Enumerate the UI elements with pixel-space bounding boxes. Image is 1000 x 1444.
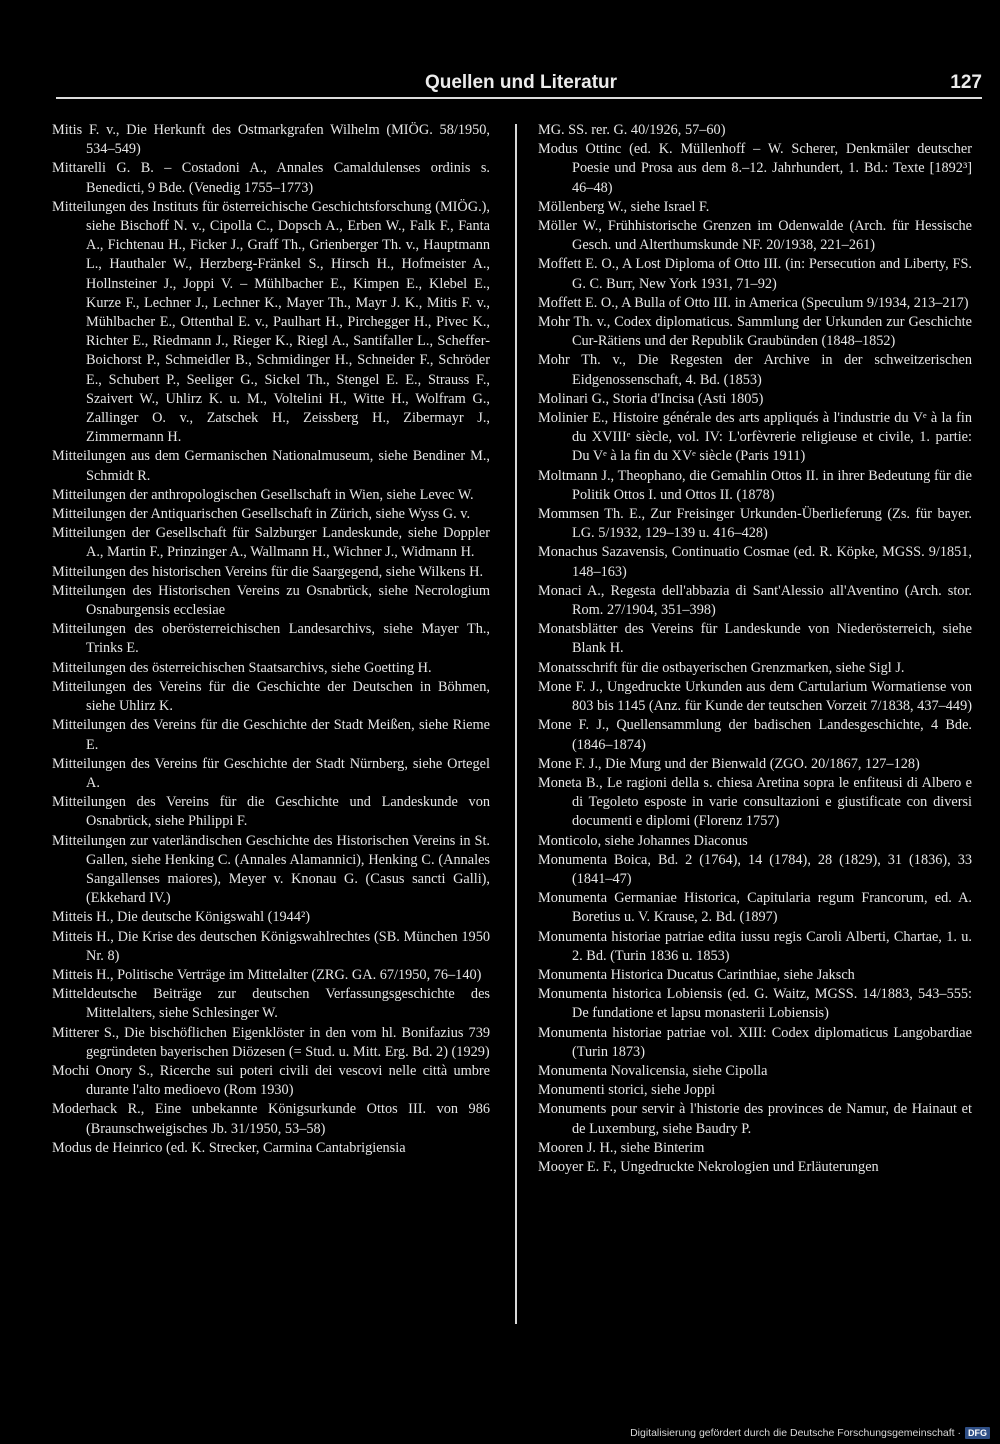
bibliography-entry: Mitteilungen des österreichischen Staatsarchivs, siehe Goetting H. [52, 659, 432, 676]
bibliography-entry: Mone F. J., Ungedruckte Urkunden aus dem Cartularium Wormatiense von 803 bis 1145 (Anz. für Kunde der teutschen Vorzeit 7/1838, 437–449) [538, 678, 972, 715]
bibliography-entry: Mochi Onory S., Ricerche sui poteri civili dei vescovi nelle città umbre durante l'alto medioevo (Rom 1930) [52, 1062, 490, 1099]
bibliography-entry: Monumenta Boica, Bd. 2 (1764), 14 (1784), 28 (1829), 31 (1836), 33 (1841–47) [538, 851, 972, 887]
left-column [52, 121, 490, 1158]
bibliography-entry: Monumenta historiae patriae edita iussu regis Caroli Alberti, Chartae, 1. u. 2. Bd. (Turin 1836 u. 1853) [538, 928, 972, 964]
column-divider [515, 124, 517, 1324]
bibliography-entry: Monumenta Novalicensia, siehe Cipolla [538, 1062, 768, 1079]
bibliography-entry: Mitteilungen des oberösterreichischen Landesarchivs, siehe Mayer Th., Trinks E. [52, 621, 490, 657]
bibliography-entry: Mitteilungen des Vereins für die Geschichte der Stadt Meißen, siehe Rieme E. [52, 717, 490, 753]
bibliography-entry: Monatsschrift für die ostbayerischen Grenzmarken, siehe Sigl J. [538, 659, 905, 676]
footer-credit: Digitalisierung gefördert durch die Deutsche Forschungsgemeinschaft · [630, 1427, 961, 1439]
header-rule [56, 97, 982, 99]
dfg-logo: DFG [965, 1427, 990, 1439]
bibliography-entry: Monumenta Historica Ducatus Carinthiae, siehe Jaksch [538, 966, 855, 983]
bibliography-entry: Monumenta historiae patriae vol. XIII: Codex diplomaticus Langobardiae (Turin 1873) [538, 1024, 972, 1060]
bibliography-entry: Monatsblätter des Vereins für Landeskunde von Niederösterreich, siehe Blank H. [538, 621, 972, 657]
bibliography-entry: Mitteilungen der anthropologischen Gesellschaft in Wien, siehe Levec W. [52, 486, 474, 503]
bibliography-entry: Mitteilungen des Instituts für österreichische Geschichtsforschung (MIÖG.), siehe Bischoff N. v., Cipolla C., Dopsch A., Erben W., Falk F., Fanta A., Fichtenau H., Ficker J., Graff Th., Grienberger Th. v., Hauptmann L., Hauthaler W., Herzberg-Fränkel S., Hirsch H., Hofmeister A., Hollnsteiner J., Joppi V. – Mühlbacher E., Kimpen E., Klebel E., Kurze F., Lechner J., Lechner K., Mayer Th., Mayr J. K., Mitis F. v., Mühlbacher E., Ottenthal E. v., Paulhart H., Pirchegger H., Pivec K., Richter E., Riedmann J., Rieger K., Riegl A., Santifaller L., Scheffer-Boichorst P., Schmeidler B., Schmidinger H., Schneider F., Schröder E., Schubert P., Seeliger G., Sickel Th., Stengel E. E., Strauss F., Szaivert W., Uhlirz K. u. M., Voltelini H., Witte H., Wolfram G., Zallinger O. v., Zatschek H., Zeissberg H., Zibermayr J., Zimmermann H. [52, 198, 490, 446]
bibliography-entry: Mohr Th. v., Codex diplomaticus. Sammlung der Urkunden zur Geschichte Cur-Rätiens und der Republik Graubünden (1848–1852) [538, 314, 972, 350]
bibliography-entry: Moffett E. O., A Bulla of Otto III. in America (Speculum 9/1934, 213–217) [538, 294, 969, 311]
bibliography-entry: Molinari G., Storia d'Incisa (Asti 1805) [538, 390, 764, 407]
bibliography-entry: Mitteldeutsche Beiträge zur deutschen Verfassungsgeschichte des Mittelalters, siehe Schlesinger W. [52, 986, 490, 1022]
bibliography-entry: Mitteis H., Die Krise des deutschen Königswahlrechtes (SB. München 1950 Nr. 8) [52, 928, 490, 964]
bibliography-entry: Mone F. J., Die Murg und der Bienwald (ZGO. 20/1867, 127–128) [538, 755, 920, 772]
right-column [538, 121, 972, 1177]
bibliography-entry: Mohr Th. v., Die Regesten der Archive in der schweitzerischen Eidgenossenschaft, 4. Bd. (1853) [538, 352, 972, 388]
bibliography-entry: Mooren J. H., siehe Binterim [538, 1139, 705, 1156]
bibliography-entry: Monumenti storici, siehe Joppi [538, 1082, 716, 1099]
bibliography-entry: Mitteilungen zur vaterländischen Geschichte des Historischen Vereins in St. Gallen, siehe Henking C. (Annales Alamannici), Henking C. (Annales Sangallenses maiores), Meyer v. Knonau G. (Casus sancti Galli), (Ekkehard IV.) [52, 832, 490, 907]
bibliography-entry: Mitis F. v., Die Herkunft des Ostmarkgrafen Wilhelm (MIÖG. 58/1950, 534–549) [52, 122, 490, 158]
bibliography-entry: Mitteis H., Politische Verträge im Mittelalter (ZRG. GA. 67/1950, 76–140) [52, 966, 482, 983]
bibliography-entry: Monticolo, siehe Johannes Diaconus [538, 832, 748, 849]
bibliography-entry: Möller W., Frühhistorische Grenzen im Odenwalde (Arch. für Hessische Gesch. und Alterthumskunde NF. 20/1938, 221–261) [538, 218, 972, 254]
bibliography-entry: Monuments pour servir à l'historie des provinces de Namur, de Hainaut et de Luxemburg, siehe Baudry P. [538, 1101, 972, 1137]
bibliography-entry: Modus Ottinc (ed. K. Müllenhoff – W. Scherer, Denkmäler deutscher Poesie und Prosa aus dem 8.–12. Jahrhundert, 1. Bd.: Texte [1892³] 46–48) [538, 141, 972, 196]
bibliography-entry: Mitteilungen aus dem Germanischen Nationalmuseum, siehe Bendiner M., Schmidt R. [52, 448, 490, 484]
bibliography-entry: Monachus Sazavensis, Continuatio Cosmae (ed. R. Köpke, MGSS. 9/1851, 148–163) [538, 544, 972, 580]
bibliography-entry: Möllenberg W., siehe Israel F. [538, 198, 710, 215]
bibliography-entry: Monumenta historica Lobiensis (ed. G. Waitz, MGSS. 14/1883, 543–555: De fundatione et lapsu monasterii Lobiensis) [538, 986, 972, 1022]
bibliography-entry: Molinier E., Histoire générale des arts appliqués à l'industrie du Vᵉ à la fin du XVIIIᵉ siècle, vol. IV: L'orfèvrerie religieuse et civile, 1. partie: Du Vᵉ à la fin du XVᵉ siècle (Paris 1911) [538, 410, 972, 465]
bibliography-entry: Mooyer E. F., Ungedruckte Nekrologien und Erläuterungen [538, 1158, 879, 1175]
bibliography-entry: Mitterer S., Die bischöflichen Eigenklöster in den vom hl. Bonifazius 739 gegründeten bayerischen Diözesen (= Stud. u. Mitt. Erg. Bd. 2) (1929) [52, 1024, 490, 1060]
bibliography-entry: Mommsen Th. E., Zur Freisinger Urkunden-Überlieferung (Zs. für bayer. LG. 5/1932, 129–139 u. 416–428) [538, 506, 972, 542]
bibliography-entry: Moltmann J., Theophano, die Gemahlin Ottos II. in ihrer Bedeutung für die Politik Ottos I. und Ottos II. (1878) [538, 467, 972, 503]
page-title: Quellen und Literatur [424, 72, 618, 93]
bibliography-entry: Moffett E. O., A Lost Diploma of Otto III. (in: Persecution and Liberty, FS. G. C. Burr, New York 1931, 71–92) [538, 256, 972, 292]
running-header [56, 70, 986, 96]
bibliography-entry: Moneta B., Le ragioni della s. chiesa Aretina sopra le enfiteusi di Albero e di Tegoleto esposte in varie consultazioni e giustificate con diversi documenti e diplomi (Florenz 1757) [538, 774, 972, 830]
bibliography-entry: Monumenta Germaniae Historica, Capitularia regum Francorum, ed. A. Boretius u. V. Krause, 2. Bd. (1897) [538, 890, 972, 926]
bibliography-entry: Mitteilungen des historischen Vereins für die Saargegend, siehe Wilkens H. [52, 563, 484, 580]
bibliography-entry: Mitteilungen des Historischen Vereins zu Osnabrück, siehe Necrologium Osnaburgensis ecclesiae [52, 582, 490, 619]
page-number: 127 [950, 72, 982, 93]
bibliography-entry: Monaci A., Regesta dell'abbazia di Sant'Alessio all'Aventino (Arch. stor. Rom. 27/1904, 351–398) [538, 582, 972, 619]
bibliography-entry: Mittarelli G. B. – Costadoni A., Annales Camaldulenses ordinis s. Benedicti, 9 Bde. (Venedig 1755–1773) [52, 160, 490, 196]
bibliography-entry: Modus de Heinrico (ed. K. Strecker, Carmina Cantabrigiensia [52, 1139, 406, 1156]
bibliography-entry: Moderhack R., Eine unbekannte Königsurkunde Ottos III. von 986 (Braunschweigisches Jb. 31/1950, 53–58) [52, 1101, 490, 1137]
bibliography-entry: Mitteilungen der Gesellschaft für Salzburger Landeskunde, siehe Doppler A., Martin F., Prinzinger A., Wallmann H., Wichner J., Widmann H. [52, 525, 490, 561]
bibliography-entry: Mitteilungen des Vereins für Geschichte der Stadt Nürnberg, siehe Ortegel A. [52, 755, 490, 791]
bibliography-entry: Mitteis H., Die deutsche Königswahl (1944²) [52, 909, 311, 926]
bibliography-entry: Mitteilungen des Vereins für die Geschichte der Deutschen in Böhmen, siehe Uhlirz K. [52, 678, 490, 715]
bibliography-entry: Mone F. J., Quellensammlung der badischen Landesgeschichte, 4 Bde. (1846–1874) [538, 717, 972, 753]
bibliography-entry: Mitteilungen des Vereins für die Geschichte und Landeskunde von Osnabrück, siehe Philippi F. [52, 794, 490, 830]
bibliography-entry: MG. SS. rer. G. 40/1926, 57–60) [538, 122, 726, 138]
bibliography-entry: Mitteilungen der Antiquarischen Gesellschaft in Zürich, siehe Wyss G. v. [52, 506, 471, 523]
footer [590, 1426, 990, 1440]
